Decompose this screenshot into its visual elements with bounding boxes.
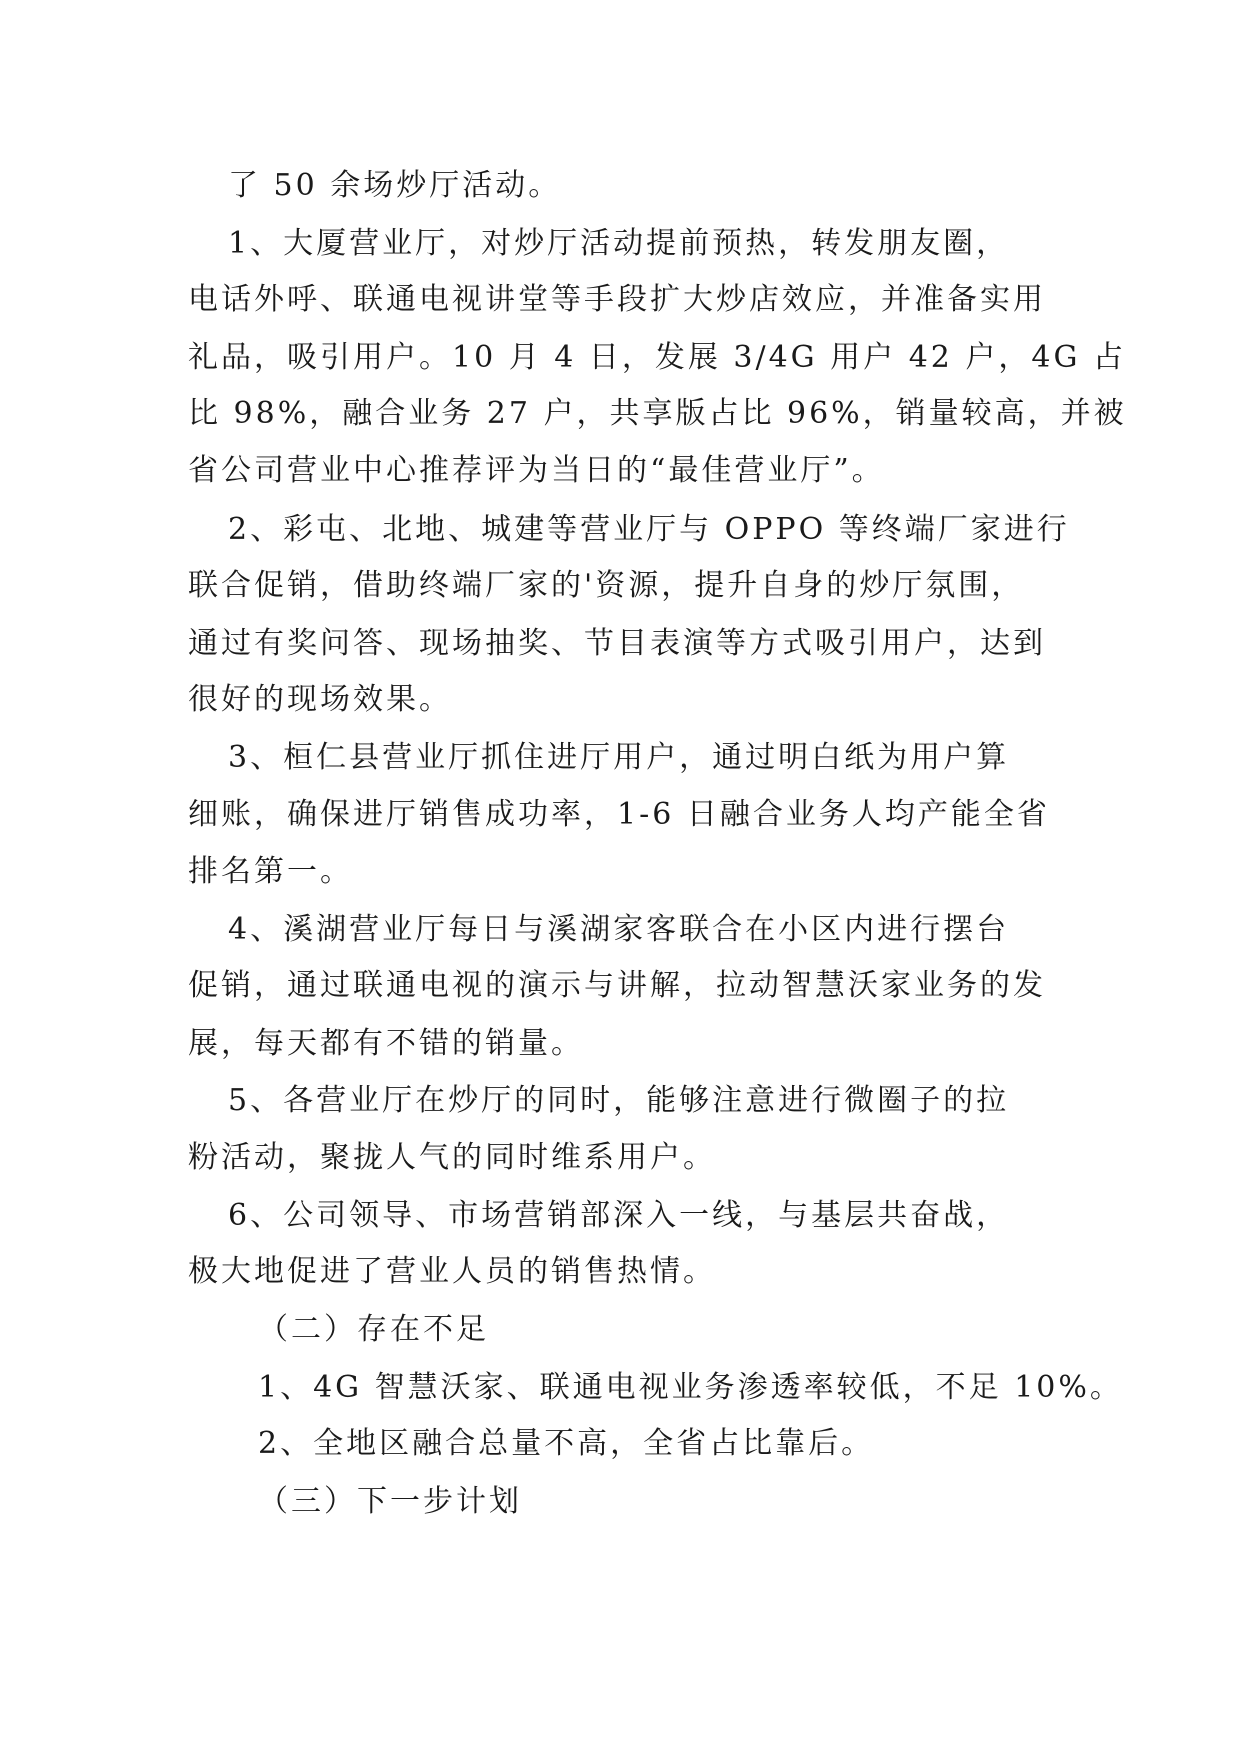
text-line: 细账，确保进厅销售成功率，1-6 日融合业务人均产能全省 bbox=[188, 797, 1050, 832]
text-line: 了 50 余场炒厅活动。 bbox=[228, 168, 562, 203]
text-line: 联合促销，借助终端厂家的'资源，提升自身的炒厅氛围， bbox=[188, 568, 1025, 603]
text-line: 展，每天都有不错的销量。 bbox=[188, 1026, 584, 1061]
text-line: 2、彩屯、北地、城建等营业厅与 OPPO 等终端厂家进行 bbox=[228, 512, 1070, 547]
section-heading: （三）下一步计划 bbox=[258, 1484, 522, 1519]
text-line: 通过有奖问答、现场抽奖、节目表演等方式吸引用户，达到 bbox=[188, 626, 1046, 661]
text-line: 比 98%，融合业务 27 户，共享版占比 96%，销量较高，并被 bbox=[188, 396, 1127, 431]
text-line: 3、桓仁县营业厅抓住进厅用户，通过明白纸为用户算 bbox=[228, 740, 1010, 775]
text-line: 电话外呼、联通电视讲堂等手段扩大炒店效应，并准备实用 bbox=[188, 282, 1046, 317]
section-heading: （二）存在不足 bbox=[258, 1312, 489, 1347]
text-line: 5、各营业厅在炒厅的同时，能够注意进行微圈子的拉 bbox=[228, 1083, 1010, 1118]
text-line: 促销，通过联通电视的演示与讲解，拉动智慧沃家业务的发 bbox=[188, 968, 1046, 1003]
text-line: 粉活动，聚拢人气的同时维系用户。 bbox=[188, 1140, 716, 1175]
text-line: 4、溪湖营业厅每日与溪湖家客联合在小区内进行摆台 bbox=[228, 912, 1010, 947]
text-line: 1、大厦营业厅，对炒厅活动提前预热，转发朋友圈， bbox=[228, 226, 1010, 261]
text-line: 很好的现场效果。 bbox=[188, 682, 452, 717]
text-line: 6、公司领导、市场营销部深入一线，与基层共奋战， bbox=[228, 1198, 1010, 1233]
text-line: 极大地促进了营业人员的销售热情。 bbox=[188, 1254, 716, 1289]
text-line: 排名第一。 bbox=[188, 854, 353, 889]
text-line: 2、全地区融合总量不高，全省占比靠后。 bbox=[258, 1426, 875, 1461]
text-line: 礼品，吸引用户。10 月 4 日，发展 3/4G 用户 42 户，4G 占 bbox=[188, 340, 1127, 375]
text-line: 省公司营业中心推荐评为当日的“最佳营业厅”。 bbox=[188, 453, 885, 488]
text-line: 1、4G 智慧沃家、联通电视业务渗透率较低，不足 10%。 bbox=[258, 1370, 1123, 1405]
